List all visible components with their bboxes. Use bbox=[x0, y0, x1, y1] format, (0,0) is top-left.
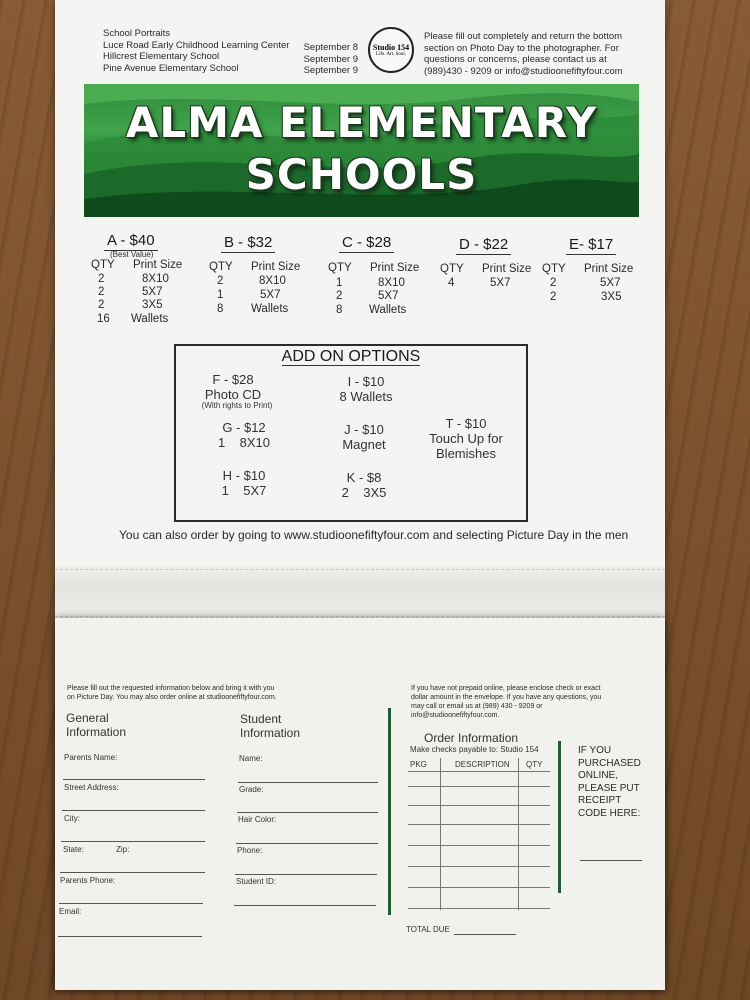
qty-header: QTY bbox=[440, 263, 464, 275]
parents-phone-field[interactable] bbox=[59, 903, 203, 904]
size-cell: Wallets bbox=[251, 303, 289, 315]
receipt-code-note: IF YOU PURCHASED ONLINE, PLEASE PUT RECEIPT CODE HERE: bbox=[578, 745, 641, 819]
date: September 9 bbox=[303, 53, 358, 65]
student-phone-field[interactable] bbox=[235, 874, 377, 875]
qty-header: QTY bbox=[91, 259, 115, 271]
zip-label: Zip: bbox=[116, 845, 130, 854]
qty-cell: 2 bbox=[98, 299, 105, 311]
addon-g: G - $12 1 8X10 bbox=[217, 420, 271, 450]
table-row[interactable] bbox=[408, 805, 550, 806]
state-label: State: bbox=[63, 845, 84, 854]
divider-bar bbox=[388, 708, 391, 915]
divider-bar bbox=[558, 741, 561, 893]
size-cell: 8X10 bbox=[259, 275, 286, 287]
size-cell: 3X5 bbox=[142, 299, 163, 311]
qty-cell: 4 bbox=[448, 277, 455, 289]
table-row[interactable] bbox=[408, 824, 550, 825]
header-line: School Portraits bbox=[103, 28, 171, 39]
pkg-col-header: PKG bbox=[410, 760, 427, 769]
size-cell: 3X5 bbox=[601, 291, 622, 303]
qty-cell: 2 bbox=[550, 291, 557, 303]
size-header: Print Size bbox=[251, 261, 301, 273]
date: September 9 bbox=[303, 65, 358, 76]
package-d-title: D - $22 bbox=[456, 236, 511, 255]
best-value-note: (Best Value) bbox=[110, 250, 154, 259]
receipt-code-field[interactable] bbox=[580, 860, 642, 861]
qty-col-header: QTY bbox=[526, 760, 543, 769]
header-schools bbox=[103, 28, 289, 74]
size-header: Print Size bbox=[584, 263, 634, 275]
header-line: (989)430 - 9209 or info@studioonefiftyfour.com bbox=[424, 65, 623, 77]
qty-cell: 1 bbox=[336, 277, 343, 289]
size-header: Print Size bbox=[482, 263, 532, 275]
city-field[interactable] bbox=[61, 841, 205, 842]
return-slip bbox=[55, 618, 665, 990]
size-cell: 8X10 bbox=[378, 277, 405, 289]
qty-cell: 8 bbox=[217, 303, 224, 315]
studio-logo: Studio 154 Life. Art. Soul. bbox=[368, 27, 414, 73]
banner-title-line2: SCHOOLS bbox=[245, 150, 478, 199]
city-label: City: bbox=[64, 814, 80, 823]
payable-note: Make checks payable to: Studio 154 bbox=[410, 745, 539, 754]
qty-cell: 1 bbox=[217, 289, 224, 301]
state-zip-field[interactable] bbox=[60, 872, 205, 873]
addon-f: F - $28 Photo CD bbox=[204, 372, 262, 402]
parents-name-field[interactable] bbox=[63, 779, 205, 780]
school-banner bbox=[84, 84, 639, 217]
description-col-header: DESCRIPTION bbox=[455, 760, 510, 769]
header-dates bbox=[300, 42, 358, 77]
header-line: questions or concerns, please contact us at bbox=[424, 54, 607, 65]
table-row[interactable] bbox=[408, 771, 550, 772]
total-due-label: TOTAL DUE bbox=[406, 925, 450, 934]
size-cell: Wallets bbox=[131, 313, 169, 325]
grade-label: Grade: bbox=[239, 785, 264, 794]
header-line: section on Photo Day to the photographer. For bbox=[424, 42, 619, 54]
qty-header: QTY bbox=[328, 262, 352, 274]
size-cell: 5X7 bbox=[142, 286, 163, 298]
hair-color-label: Hair Color: bbox=[238, 815, 277, 824]
qty-cell: 2 bbox=[98, 286, 105, 298]
street-address-field[interactable] bbox=[62, 810, 205, 811]
size-cell: 5X7 bbox=[378, 290, 399, 302]
qty-cell: 8 bbox=[336, 304, 343, 316]
header-line: Pine Avenue Elementary School bbox=[103, 62, 239, 74]
size-cell: 5X7 bbox=[260, 289, 281, 301]
header-line: Hillcrest Elementary School bbox=[103, 51, 220, 62]
package-c-title: C - $28 bbox=[339, 234, 394, 253]
general-info-heading: General Information bbox=[66, 711, 127, 739]
package-e-title: E- $17 bbox=[566, 236, 616, 255]
parents-name-label: Parents Name: bbox=[64, 753, 118, 762]
header-line: Luce Road Early Childhood Learning Center bbox=[103, 39, 290, 51]
student-id-label: Student ID: bbox=[236, 877, 277, 886]
street-address-label: Street Address: bbox=[64, 783, 119, 792]
size-cell: Wallets bbox=[369, 304, 407, 316]
size-header: Print Size bbox=[370, 262, 420, 274]
order-online-note: You can also order by going to www.studioonefiftyfour.com and selecting Picture Day in the men bbox=[119, 528, 629, 542]
qty-cell: 2 bbox=[217, 275, 224, 287]
table-row[interactable] bbox=[408, 866, 550, 867]
email-field[interactable] bbox=[58, 936, 202, 937]
hair-color-field[interactable] bbox=[236, 843, 378, 844]
qty-header: QTY bbox=[209, 261, 233, 273]
grade-field[interactable] bbox=[237, 812, 378, 813]
size-cell: 5X7 bbox=[490, 277, 511, 289]
qty-cell: 2 bbox=[98, 273, 105, 285]
add-on-options-box bbox=[174, 344, 528, 522]
student-phone-label: Phone: bbox=[237, 846, 263, 855]
student-id-field[interactable] bbox=[234, 905, 376, 906]
addon-j: J - $10 Magnet bbox=[342, 422, 386, 452]
order-info-heading: Order Information bbox=[424, 731, 519, 745]
email-label: Email: bbox=[59, 907, 82, 916]
addon-t: T - $10 Touch Up for Blemishes bbox=[429, 416, 503, 461]
package-a-title: A - $40 bbox=[104, 232, 158, 251]
size-header: Print Size bbox=[133, 259, 183, 271]
parents-phone-label: Parents Phone: bbox=[60, 876, 116, 885]
size-cell: 8X10 bbox=[142, 273, 169, 285]
form-intro-right: If you have not prepaid online, please enclose check or exact dollar amount in the envelope. If you have any questions, you may call or email us at (989) 430 - 9209 or info@studioonefiftyfour.com. bbox=[411, 685, 602, 719]
qty-header: QTY bbox=[542, 263, 566, 275]
date: September 8 bbox=[303, 42, 358, 53]
student-info-heading: Student Information bbox=[240, 712, 301, 740]
header-instructions bbox=[424, 31, 623, 77]
header-line: Please fill out completely and return the bottom bbox=[424, 31, 623, 42]
addon-h: H - $10 1 5X7 bbox=[221, 468, 267, 498]
table-row[interactable] bbox=[408, 908, 550, 909]
addon-f-note: (With rights to Print) bbox=[201, 401, 273, 410]
table-row[interactable] bbox=[408, 786, 550, 787]
table-row[interactable] bbox=[408, 887, 550, 888]
banner-title-line1: ALMA ELEMENTARY bbox=[125, 98, 598, 147]
qty-cell: 2 bbox=[550, 277, 557, 289]
size-cell: 5X7 bbox=[600, 277, 621, 289]
table-row[interactable] bbox=[408, 845, 550, 846]
student-name-label: Name: bbox=[239, 754, 263, 763]
total-due-field[interactable] bbox=[454, 934, 516, 935]
add-on-title: ADD ON OPTIONS bbox=[281, 348, 421, 365]
addon-k: K - $8 2 3X5 bbox=[341, 470, 387, 500]
package-b-title: B - $32 bbox=[221, 234, 275, 253]
qty-cell: 2 bbox=[336, 290, 343, 302]
form-intro-left: Please fill out the requested information below and bring it with you on Picture Day. You may also order online at studioonefiftyfour.com. bbox=[67, 685, 277, 701]
perforation-strip bbox=[55, 566, 665, 620]
addon-i: I - $10 8 Wallets bbox=[339, 374, 393, 404]
student-name-field[interactable] bbox=[238, 782, 378, 783]
qty-cell: 16 bbox=[97, 313, 110, 325]
